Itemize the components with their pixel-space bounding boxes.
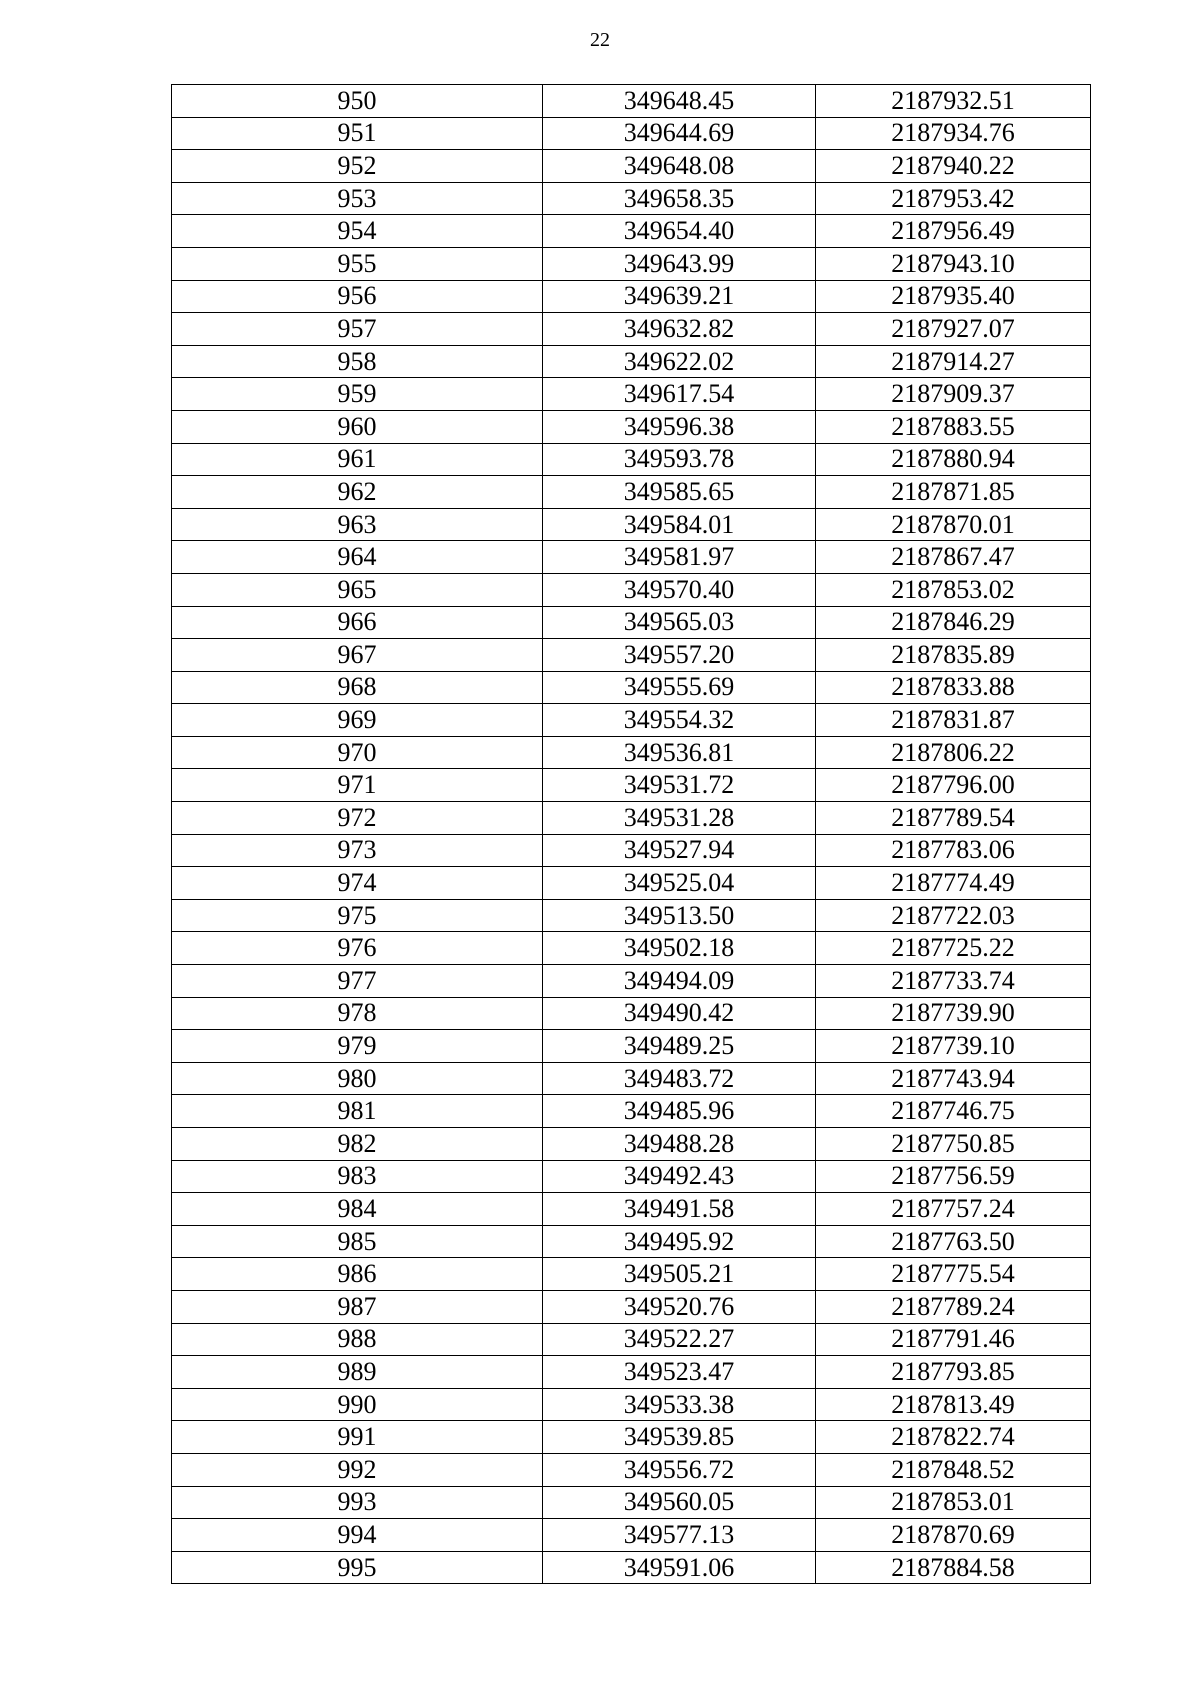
point-number-cell: 982 — [172, 1128, 543, 1161]
y-coordinate-cell: 2187775.54 — [816, 1258, 1091, 1291]
y-coordinate-cell: 2187940.22 — [816, 150, 1091, 183]
y-coordinate-cell: 2187791.46 — [816, 1323, 1091, 1356]
y-coordinate-cell: 2187833.88 — [816, 671, 1091, 704]
x-coordinate-cell: 349643.99 — [543, 247, 816, 280]
x-coordinate-cell: 349644.69 — [543, 117, 816, 150]
x-coordinate-cell: 349539.85 — [543, 1421, 816, 1454]
coordinate-table — [171, 84, 1091, 1584]
point-number-cell: 983 — [172, 1160, 543, 1193]
point-number-cell: 977 — [172, 965, 543, 998]
point-number-cell: 988 — [172, 1323, 543, 1356]
x-coordinate-cell: 349632.82 — [543, 313, 816, 346]
x-coordinate-cell: 349591.06 — [543, 1551, 816, 1584]
y-coordinate-cell: 2187943.10 — [816, 247, 1091, 280]
table-row — [172, 736, 1091, 769]
x-coordinate-cell: 349557.20 — [543, 639, 816, 672]
table-row — [172, 280, 1091, 313]
point-number-cell: 965 — [172, 573, 543, 606]
y-coordinate-cell: 2187813.49 — [816, 1388, 1091, 1421]
y-coordinate-cell: 2187932.51 — [816, 85, 1091, 118]
y-coordinate-cell: 2187806.22 — [816, 736, 1091, 769]
point-number-cell: 971 — [172, 769, 543, 802]
y-coordinate-cell: 2187757.24 — [816, 1193, 1091, 1226]
y-coordinate-cell: 2187831.87 — [816, 704, 1091, 737]
x-coordinate-cell: 349522.27 — [543, 1323, 816, 1356]
y-coordinate-cell: 2187880.94 — [816, 443, 1091, 476]
point-number-cell: 989 — [172, 1356, 543, 1389]
table-row — [172, 313, 1091, 346]
point-number-cell: 985 — [172, 1225, 543, 1258]
point-number-cell: 964 — [172, 541, 543, 574]
y-coordinate-cell: 2187774.49 — [816, 867, 1091, 900]
y-coordinate-cell: 2187822.74 — [816, 1421, 1091, 1454]
point-number-cell: 990 — [172, 1388, 543, 1421]
x-coordinate-cell: 349533.38 — [543, 1388, 816, 1421]
point-number-cell: 974 — [172, 867, 543, 900]
x-coordinate-cell: 349520.76 — [543, 1290, 816, 1323]
x-coordinate-cell: 349648.08 — [543, 150, 816, 183]
x-coordinate-cell: 349531.28 — [543, 802, 816, 835]
table-row — [172, 1225, 1091, 1258]
x-coordinate-cell: 349488.28 — [543, 1128, 816, 1161]
x-coordinate-cell: 349581.97 — [543, 541, 816, 574]
y-coordinate-cell: 2187835.89 — [816, 639, 1091, 672]
x-coordinate-cell: 349622.02 — [543, 345, 816, 378]
y-coordinate-cell: 2187871.85 — [816, 476, 1091, 509]
x-coordinate-cell: 349485.96 — [543, 1095, 816, 1128]
table-row — [172, 704, 1091, 737]
table-row — [172, 997, 1091, 1030]
y-coordinate-cell: 2187789.24 — [816, 1290, 1091, 1323]
x-coordinate-cell: 349489.25 — [543, 1030, 816, 1063]
y-coordinate-cell: 2187750.85 — [816, 1128, 1091, 1161]
y-coordinate-cell: 2187884.58 — [816, 1551, 1091, 1584]
table-row — [172, 867, 1091, 900]
point-number-cell: 956 — [172, 280, 543, 313]
point-number-cell: 966 — [172, 606, 543, 639]
y-coordinate-cell: 2187722.03 — [816, 899, 1091, 932]
table-row — [172, 1551, 1091, 1584]
point-number-cell: 951 — [172, 117, 543, 150]
x-coordinate-cell: 349654.40 — [543, 215, 816, 248]
y-coordinate-cell: 2187909.37 — [816, 378, 1091, 411]
y-coordinate-cell: 2187733.74 — [816, 965, 1091, 998]
x-coordinate-cell: 349531.72 — [543, 769, 816, 802]
y-coordinate-cell: 2187956.49 — [816, 215, 1091, 248]
table-row — [172, 1519, 1091, 1552]
point-number-cell: 986 — [172, 1258, 543, 1291]
table-row — [172, 1193, 1091, 1226]
point-number-cell: 970 — [172, 736, 543, 769]
x-coordinate-cell: 349556.72 — [543, 1453, 816, 1486]
table-row — [172, 606, 1091, 639]
x-coordinate-cell: 349491.58 — [543, 1193, 816, 1226]
y-coordinate-cell: 2187934.76 — [816, 117, 1091, 150]
point-number-cell: 959 — [172, 378, 543, 411]
y-coordinate-cell: 2187783.06 — [816, 834, 1091, 867]
point-number-cell: 995 — [172, 1551, 543, 1584]
x-coordinate-cell: 349513.50 — [543, 899, 816, 932]
table-row — [172, 1356, 1091, 1389]
point-number-cell: 969 — [172, 704, 543, 737]
x-coordinate-cell: 349617.54 — [543, 378, 816, 411]
x-coordinate-cell: 349596.38 — [543, 410, 816, 443]
table-row — [172, 1290, 1091, 1323]
point-number-cell: 960 — [172, 410, 543, 443]
table-row — [172, 85, 1091, 118]
x-coordinate-cell: 349523.47 — [543, 1356, 816, 1389]
y-coordinate-cell: 2187870.01 — [816, 508, 1091, 541]
x-coordinate-cell: 349639.21 — [543, 280, 816, 313]
table-row — [172, 1160, 1091, 1193]
table-row — [172, 182, 1091, 215]
y-coordinate-cell: 2187846.29 — [816, 606, 1091, 639]
y-coordinate-cell: 2187793.85 — [816, 1356, 1091, 1389]
point-number-cell: 976 — [172, 932, 543, 965]
table-row — [172, 1258, 1091, 1291]
table-row — [172, 1062, 1091, 1095]
y-coordinate-cell: 2187867.47 — [816, 541, 1091, 574]
table-row — [172, 573, 1091, 606]
y-coordinate-cell: 2187935.40 — [816, 280, 1091, 313]
y-coordinate-cell: 2187796.00 — [816, 769, 1091, 802]
y-coordinate-cell: 2187763.50 — [816, 1225, 1091, 1258]
point-number-cell: 963 — [172, 508, 543, 541]
table-row — [172, 1128, 1091, 1161]
y-coordinate-cell: 2187725.22 — [816, 932, 1091, 965]
y-coordinate-cell: 2187756.59 — [816, 1160, 1091, 1193]
table-row — [172, 965, 1091, 998]
x-coordinate-cell: 349490.42 — [543, 997, 816, 1030]
table-row — [172, 1030, 1091, 1063]
x-coordinate-cell: 349527.94 — [543, 834, 816, 867]
y-coordinate-cell: 2187853.01 — [816, 1486, 1091, 1519]
y-coordinate-cell: 2187746.75 — [816, 1095, 1091, 1128]
table-row — [172, 1095, 1091, 1128]
page-number: 22 — [590, 29, 610, 51]
table-row — [172, 639, 1091, 672]
table-row — [172, 247, 1091, 280]
point-number-cell: 957 — [172, 313, 543, 346]
x-coordinate-cell: 349495.92 — [543, 1225, 816, 1258]
point-number-cell: 978 — [172, 997, 543, 1030]
x-coordinate-cell: 349502.18 — [543, 932, 816, 965]
point-number-cell: 994 — [172, 1519, 543, 1552]
x-coordinate-cell: 349577.13 — [543, 1519, 816, 1552]
table-row — [172, 443, 1091, 476]
y-coordinate-cell: 2187883.55 — [816, 410, 1091, 443]
point-number-cell: 967 — [172, 639, 543, 672]
table-row — [172, 769, 1091, 802]
point-number-cell: 962 — [172, 476, 543, 509]
point-number-cell: 991 — [172, 1421, 543, 1454]
table-row — [172, 476, 1091, 509]
table-row — [172, 1388, 1091, 1421]
y-coordinate-cell: 2187870.69 — [816, 1519, 1091, 1552]
y-coordinate-cell: 2187743.94 — [816, 1062, 1091, 1095]
x-coordinate-cell: 349494.09 — [543, 965, 816, 998]
table-row — [172, 508, 1091, 541]
x-coordinate-cell: 349483.72 — [543, 1062, 816, 1095]
x-coordinate-cell: 349560.05 — [543, 1486, 816, 1519]
point-number-cell: 987 — [172, 1290, 543, 1323]
x-coordinate-cell: 349536.81 — [543, 736, 816, 769]
table-row — [172, 671, 1091, 704]
point-number-cell: 972 — [172, 802, 543, 835]
y-coordinate-cell: 2187789.54 — [816, 802, 1091, 835]
y-coordinate-cell: 2187853.02 — [816, 573, 1091, 606]
x-coordinate-cell: 349505.21 — [543, 1258, 816, 1291]
table-row — [172, 802, 1091, 835]
table-row — [172, 117, 1091, 150]
table-row — [172, 410, 1091, 443]
table-row — [172, 932, 1091, 965]
x-coordinate-cell: 349593.78 — [543, 443, 816, 476]
y-coordinate-cell: 2187914.27 — [816, 345, 1091, 378]
table-row — [172, 215, 1091, 248]
x-coordinate-cell: 349648.45 — [543, 85, 816, 118]
point-number-cell: 973 — [172, 834, 543, 867]
x-coordinate-cell: 349565.03 — [543, 606, 816, 639]
table-row — [172, 1486, 1091, 1519]
x-coordinate-cell: 349554.32 — [543, 704, 816, 737]
point-number-cell: 980 — [172, 1062, 543, 1095]
point-number-cell: 958 — [172, 345, 543, 378]
point-number-cell: 952 — [172, 150, 543, 183]
table-row — [172, 345, 1091, 378]
table-row — [172, 899, 1091, 932]
point-number-cell: 981 — [172, 1095, 543, 1128]
table-row — [172, 834, 1091, 867]
point-number-cell: 992 — [172, 1453, 543, 1486]
y-coordinate-cell: 2187953.42 — [816, 182, 1091, 215]
point-number-cell: 953 — [172, 182, 543, 215]
coordinate-table-body — [172, 85, 1091, 1584]
point-number-cell: 961 — [172, 443, 543, 476]
point-number-cell: 950 — [172, 85, 543, 118]
table-row — [172, 541, 1091, 574]
point-number-cell: 975 — [172, 899, 543, 932]
y-coordinate-cell: 2187927.07 — [816, 313, 1091, 346]
table-row — [172, 1453, 1091, 1486]
point-number-cell: 968 — [172, 671, 543, 704]
x-coordinate-cell: 349555.69 — [543, 671, 816, 704]
table-row — [172, 378, 1091, 411]
point-number-cell: 984 — [172, 1193, 543, 1226]
x-coordinate-cell: 349584.01 — [543, 508, 816, 541]
table-row — [172, 1421, 1091, 1454]
x-coordinate-cell: 349658.35 — [543, 182, 816, 215]
table-row — [172, 1323, 1091, 1356]
point-number-cell: 993 — [172, 1486, 543, 1519]
y-coordinate-cell: 2187739.90 — [816, 997, 1091, 1030]
y-coordinate-cell: 2187739.10 — [816, 1030, 1091, 1063]
x-coordinate-cell: 349570.40 — [543, 573, 816, 606]
x-coordinate-cell: 349585.65 — [543, 476, 816, 509]
point-number-cell: 954 — [172, 215, 543, 248]
point-number-cell: 955 — [172, 247, 543, 280]
point-number-cell: 979 — [172, 1030, 543, 1063]
x-coordinate-cell: 349525.04 — [543, 867, 816, 900]
y-coordinate-cell: 2187848.52 — [816, 1453, 1091, 1486]
x-coordinate-cell: 349492.43 — [543, 1160, 816, 1193]
table-row — [172, 150, 1091, 183]
